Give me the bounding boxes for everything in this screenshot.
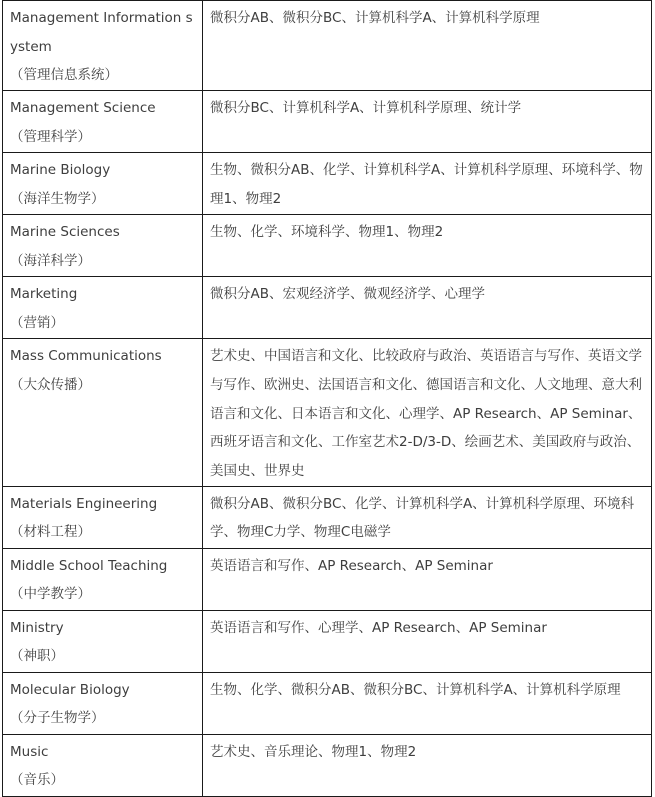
major-name-en: Marketing xyxy=(10,286,78,303)
major-name-cn: （营销） xyxy=(10,314,64,331)
major-name-cn: （神职） xyxy=(10,648,64,665)
major-name-en: Marine Biology xyxy=(10,162,111,179)
table-row xyxy=(3,486,652,548)
table-row xyxy=(3,672,652,734)
major-cell xyxy=(3,339,203,487)
courses-cell: 生物、微积分AB、化学、计算机科学A、计算机科学原理、环境科学、物理1、物理2 xyxy=(203,153,652,215)
table-row xyxy=(3,1,652,91)
major-course-table xyxy=(2,0,652,797)
courses-cell: 生物、化学、微积分AB、微积分BC、计算机科学A、计算机科学原理 xyxy=(203,672,652,734)
major-name-en: Marine Sciences xyxy=(10,224,120,241)
table-row xyxy=(3,339,652,487)
major-cell xyxy=(3,277,203,339)
table-row xyxy=(3,215,652,277)
major-name-en: Management Science xyxy=(10,100,156,117)
major-name-cn: （管理科学） xyxy=(10,128,91,145)
table-row xyxy=(3,91,652,153)
table-row xyxy=(3,277,652,339)
major-name-cn: （中学教学） xyxy=(10,586,91,603)
courses-cell: 微积分AB、宏观经济学、微观经济学、心理学 xyxy=(203,277,652,339)
courses-cell: 艺术史、中国语言和文化、比较政府与政治、英语语言与写作、英语文学与写作、欧洲史、法国语言和文化、德国语言和文化、人文地理、意大利语言和文化、日本语言和文化、心理学、AP Research、AP Seminar、西班牙语言和文化、工作室艺术2-D/3-D、绘画艺术、美国政府与政治、美国史、世界史 xyxy=(203,339,652,487)
courses-cell: 微积分BC、计算机科学A、计算机科学原理、统计学 xyxy=(203,91,652,153)
courses-cell: 英语语言和写作、AP Research、AP Seminar xyxy=(203,548,652,610)
courses-cell: 艺术史、音乐理论、物理1、物理2 xyxy=(203,734,652,796)
major-name-cn: （管理信息系统） xyxy=(10,67,118,84)
major-cell xyxy=(3,153,203,215)
major-name-cn: （大众传播） xyxy=(10,376,91,393)
major-name-cn: （海洋生物学） xyxy=(10,190,105,207)
major-name-en: Molecular Biology xyxy=(10,681,130,698)
major-name-cn: （分子生物学） xyxy=(10,710,105,727)
major-cell xyxy=(3,548,203,610)
major-name-cn: （材料工程） xyxy=(10,524,91,541)
major-name-en: Management Information system xyxy=(10,10,193,55)
table-row xyxy=(3,153,652,215)
major-name-en: Mass Communications xyxy=(10,348,162,365)
courses-cell: 微积分AB、微积分BC、计算机科学A、计算机科学原理 xyxy=(203,1,652,91)
courses-cell: 微积分AB、微积分BC、化学、计算机科学A、计算机科学原理、环境科学、物理C力学、物理C电磁学 xyxy=(203,486,652,548)
major-cell xyxy=(3,672,203,734)
table-row xyxy=(3,610,652,672)
major-cell xyxy=(3,610,203,672)
major-cell xyxy=(3,91,203,153)
major-cell xyxy=(3,215,203,277)
major-name-cn: （音乐） xyxy=(10,772,64,789)
major-name-en: Ministry xyxy=(10,619,64,636)
major-name-en: Middle School Teaching xyxy=(10,557,168,574)
major-name-en: Music xyxy=(10,743,49,760)
table-row xyxy=(3,548,652,610)
major-cell xyxy=(3,1,203,91)
courses-cell: 生物、化学、环境科学、物理1、物理2 xyxy=(203,215,652,277)
major-name-en: Materials Engineering xyxy=(10,495,158,512)
major-cell xyxy=(3,486,203,548)
major-name-cn: （海洋科学） xyxy=(10,252,91,269)
courses-cell: 英语语言和写作、心理学、AP Research、AP Seminar xyxy=(203,610,652,672)
